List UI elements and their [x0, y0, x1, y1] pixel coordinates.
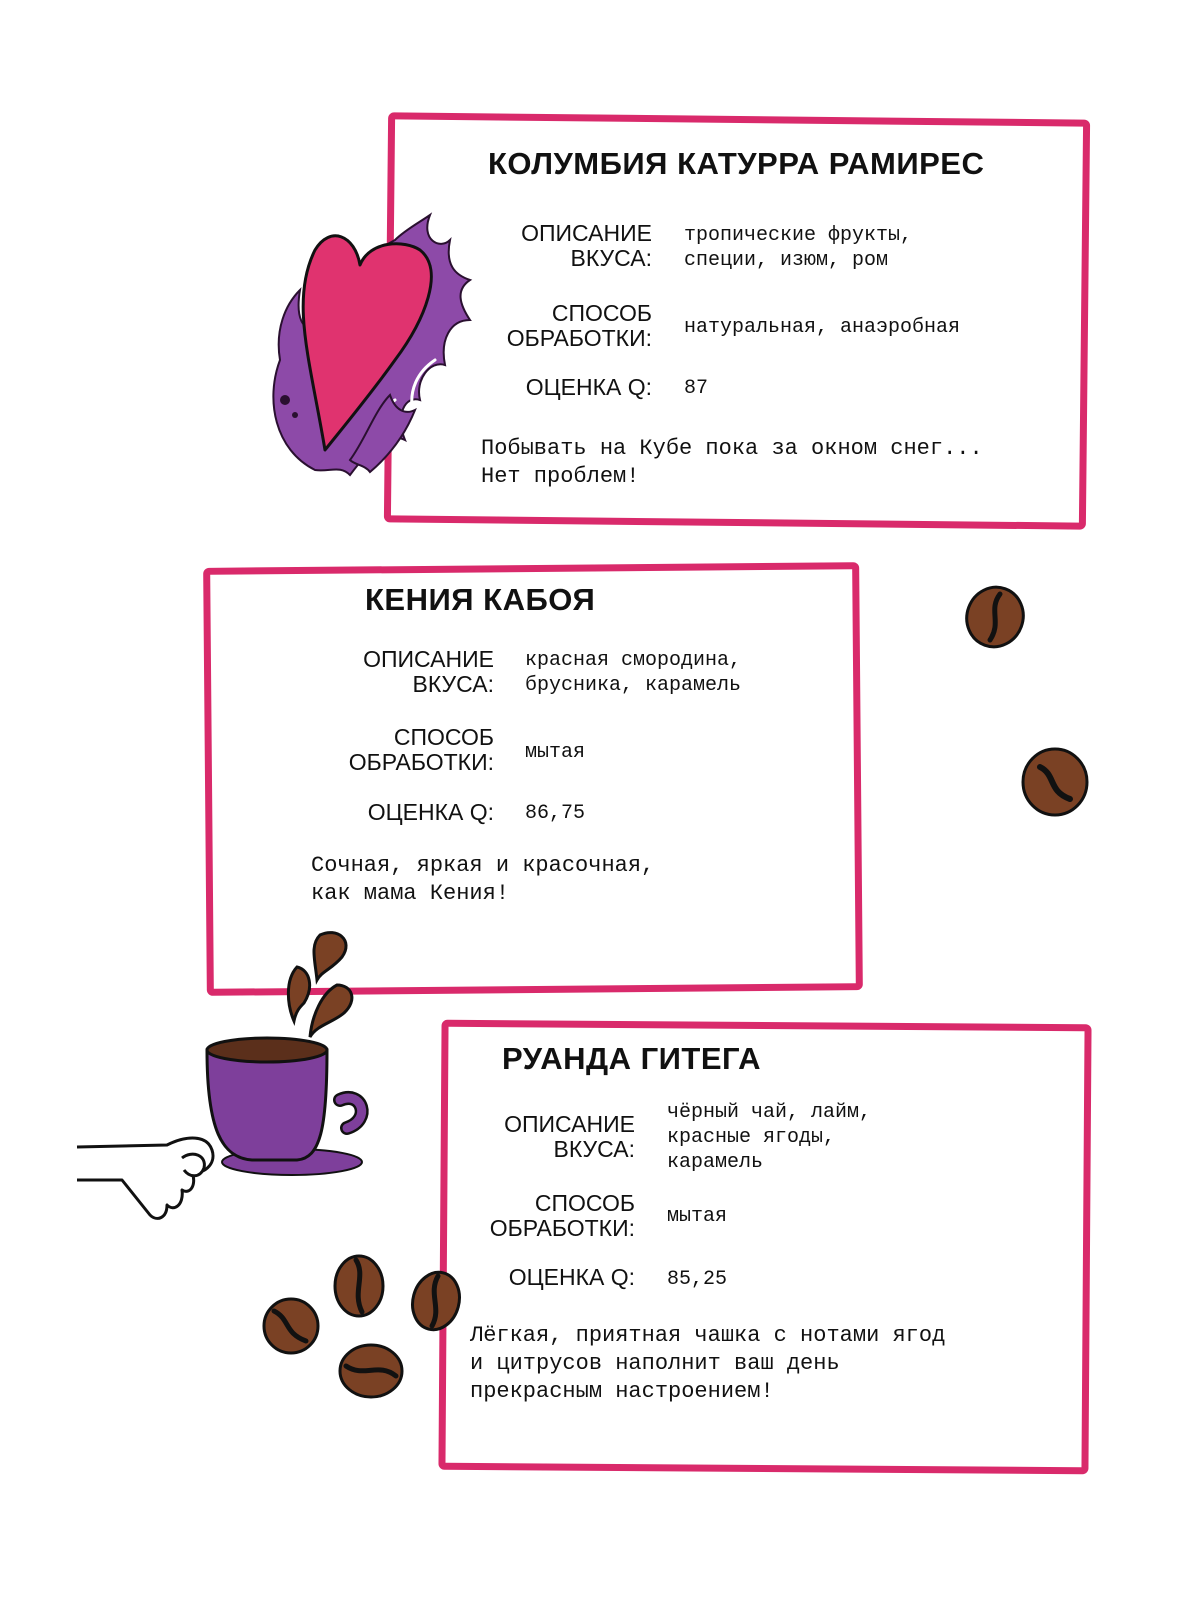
- taste-label: ОПИСАНИЕ ВКУСА:: [504, 1111, 635, 1162]
- coffee-note: Побывать на Кубе пока за окном снег... Нет проблем!: [481, 436, 983, 489]
- coffee-note: Лёгкая, приятная чашка с нотами ягод и цитрусов наполнит ваш день прекрасным настроением!: [470, 1323, 946, 1404]
- coffee-bean-icon: [960, 582, 1030, 652]
- process-value: натуральная, анаэробная: [684, 316, 961, 339]
- coffee-bean-icon: [408, 1268, 464, 1334]
- score-value: 85,25: [667, 1268, 728, 1291]
- coffee-bean-icon: [260, 1295, 322, 1357]
- coffee-note: Сочная, яркая и красочная, как мама Кения!: [311, 853, 655, 906]
- process-label: СПОСОБ ОБРАБОТКИ:: [348, 724, 494, 775]
- score-value: 86,75: [525, 802, 586, 825]
- taste-value: чёрный чай, лайм, красные ягоды, карамель: [667, 1101, 872, 1174]
- coffee-title: КОЛУМБИЯ КАТУРРА РАМИРЕС: [488, 146, 985, 181]
- taste-label: ОПИСАНИЕ ВКУСА:: [521, 220, 652, 271]
- coffee-title: КЕНИЯ КАБОЯ: [365, 582, 596, 617]
- score-label: ОЦЕНКА Q:: [525, 374, 652, 400]
- score-label: ОЦЕНКА Q:: [367, 799, 494, 825]
- process-value: мытая: [525, 741, 586, 764]
- taste-label: ОПИСАНИЕ ВКУСА:: [363, 646, 494, 697]
- score-value: 87: [684, 377, 709, 400]
- taste-value: красная смородина, брусника, карамель: [525, 649, 742, 697]
- coffee-drop-icon: [282, 925, 362, 1040]
- taste-value: тропические фрукты, специи, изюм, ром: [684, 224, 913, 272]
- coffee-cup-icon: [72, 1030, 372, 1250]
- coffee-bean-icon: [1018, 745, 1093, 820]
- coffee-bean-icon: [336, 1340, 406, 1402]
- process-label: СПОСОБ ОБРАБОТКИ:: [506, 300, 652, 351]
- process-label: СПОСОБ ОБРАБОТКИ:: [489, 1190, 635, 1241]
- coffee-title: РУАНДА ГИТЕГА: [502, 1041, 762, 1076]
- process-value: мытая: [667, 1205, 728, 1228]
- flaming-heart-icon: [255, 210, 480, 480]
- coffee-card-rwanda: [438, 1020, 1091, 1475]
- score-label: ОЦЕНКА Q:: [508, 1264, 635, 1290]
- coffee-bean-icon: [330, 1252, 388, 1320]
- hand-icon: [77, 1138, 213, 1218]
